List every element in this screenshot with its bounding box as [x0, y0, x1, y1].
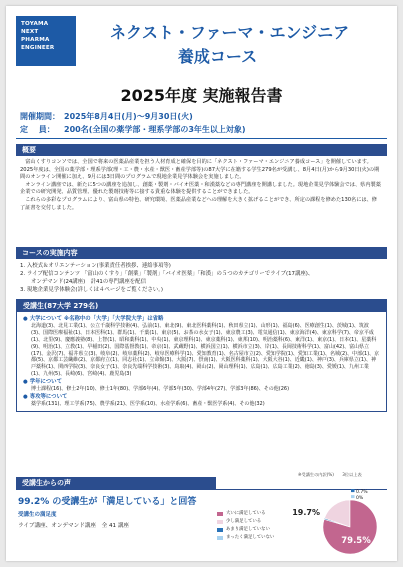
logo-line: TOYAMA [21, 21, 49, 27]
university-note: ※名称中の「大学」「大学院大学」は省略 [63, 316, 164, 322]
period-value: 2025年8月4日(月)～9月30日(火) [64, 112, 193, 121]
grade-title-text: 学年について [29, 379, 62, 386]
legend-item [217, 534, 274, 542]
event-info [20, 110, 382, 136]
students-heading: 受講生(87大学 279名) [17, 300, 386, 312]
pie-data-label: 0.7% [356, 490, 368, 495]
program-list [20, 262, 382, 294]
pie-small-slice-marker [351, 495, 355, 498]
students-body [17, 312, 386, 411]
pie-svg [292, 485, 390, 561]
legend-item [217, 510, 274, 518]
satisfaction-headline: 99.2% の受講生が「満足している」と回答 [18, 497, 197, 507]
major-list: 薬学系(131)、理工学系(75)、農学系(21)、医学系(10)、水産学系(6)、畜産・獣医学系(4)、その他(32) [31, 400, 265, 407]
bullet-icon: ● [23, 393, 28, 400]
logo-line: NEXT [21, 29, 39, 35]
program-item: 2. ライブ配信コンテンツ 「富山のくすり」「創薬」「製剤」「バイオ医薬」「和漢」の５つのカテゴリーでライブ(17講座)、 [20, 271, 314, 277]
pie-legend [217, 510, 274, 542]
program-item: 3. 現地企業見学体験会(詳しくは４ページをご覧ください。) [20, 287, 164, 293]
legend-item [217, 526, 274, 534]
course-type: ライブ講座、オンデマンド講座 全 41 講座 [18, 523, 130, 529]
divider [16, 138, 387, 139]
program-heading: コースの実施内容 [16, 247, 387, 259]
major-title-text: 専攻等について [29, 393, 68, 400]
program-item-sub: オンデマンド(24講座) 計41の専門講座を配信 [31, 279, 146, 285]
university-list: 北海道(3)、北見工業(1)、公立千歳科学技術(4)、弘前(1)、東北(9)、東北医科薬科(1)、秋田県立(1)、山形(1)、福島(6)、医療創生(1)、茨城(1)、筑波(3)、国際医療福祉(1)、日本医科(1)、群馬(1)、千葉(1)、東京(5)、お茶の水女子(1)、東京農工(3)、電気通信(1)、東京海洋(4)、東京科学(7)、帝京平成(1)、北里(9)、慶應義塾(8)、上智(1)、昭和薬科(1)、中央(1)、東京理科(1)、東京薬科(1)、東邦(10)、明治薬科(6)、東洋(1)、東京(1)、日本(1)、星薬科(9)、明治(1)、立教(1)、早稲田(2)、国際基督教(1)、帝京(1)、武蔵野(1)、横浜国立(1)、横浜市立(3)、岸(1)、長岡技術科学(1)、富山(42)、富山県立(17)、金沢(7)、福井県立(3)、岐阜(2)、岐阜薬科(2)、岐阜医療科学(1)、愛知教育(1)、名古屋市立(2)、愛知学院(1)、愛知工業(1)、名城(2)、中部(1)、京都(5)、京都工芸繊維(2)、京都府立(1)、同志社(1)、立命館(3)、大阪(7)、摂南(1)、大阪医科薬科(1)、大阪大谷(1)、近畿(1)、神戸(3)、兵庫県立(1)、神戸薬科(1)、関西学院(3)、奈良女子(1)、奈良先端科学技術(3)、鳥取(4)、岡山(2)、岡山理科(1)、広島(1)、広島工業(2)、徳島(3)、愛媛(1)、九州工業(1)、九州(5)、長崎(6)、宮崎(4)、鹿児島(3) [31, 322, 380, 378]
report-page [6, 6, 397, 561]
pie-data-label: 79.5% [341, 536, 371, 546]
pie-small-slice-marker [351, 489, 355, 492]
overview-paragraph: 富山くすりコンソでは、全国で将来の医薬品産業を担う人材育成と確保を目的に「ネクスト・ファーマ・エンジニア養成コース」を開催しています。2025年度は、全国の薬学部・理系学部(理・工・農・水産・獣医・畜産学部等)の87大学に在籍する学生279名が受講し、8月4日(月)から9月30日(火)の期間のオンライン開催に加え、9月には3日間のプログラムで現地企業見学体験会を実施しました。 [20, 159, 380, 181]
course-subtitle: 養成コース [177, 47, 258, 66]
major-title [23, 394, 380, 401]
report-title: 2025年度 実施報告書 [120, 86, 283, 105]
bullet-icon: ● [23, 379, 28, 386]
period-label: 開催期間： [20, 112, 60, 121]
legend-label: 少し満足している [226, 519, 262, 524]
bullet-icon: ● [23, 316, 28, 322]
pie-data-label: 0% [356, 496, 364, 501]
course-logo [16, 16, 76, 66]
course-title: ネクスト・ファーマ・エンジニア [110, 23, 350, 42]
voice-heading: 受講生からの声 [16, 477, 216, 489]
legend-swatch [217, 528, 223, 532]
overview-text [20, 159, 382, 212]
pie-data-label: 19.7% [292, 508, 320, 517]
capacity-label: 定 員： [20, 125, 55, 134]
legend-swatch [217, 512, 223, 516]
report-header [6, 6, 397, 76]
legend-label: まったく満足していない [226, 535, 275, 540]
legend-label: 大いに満足している [226, 511, 266, 516]
period-row [20, 110, 382, 123]
legend-item [217, 518, 274, 526]
grade-list: 博士課程(16)、修士2年(10)、修士1年(80)、学部6年(4)、学部5年(30)、学部4年(27)、学部3年(86)、その他(26) [31, 386, 290, 393]
capacity-row [20, 123, 382, 136]
university-title [23, 316, 380, 323]
legend-label: あまり満足していない [226, 527, 270, 532]
logo-line: PHARMA [21, 37, 50, 43]
overview-paragraph: オンライン講座では、新たに5つの講座を追加し、創薬・製剤・バイオ医薬・和漢薬などの専門講座を開講しました。現地企業見学体験会では、県内製薬企業での研究開発、品質管理、優れた製剤技術等に接する貴重な体験を提供することができました。 [20, 181, 381, 196]
overview-paragraph: これらの多彩なプログラムにより、富山県の特色、研究環境、医薬品産業などへの理解を大きく拡げることができ、所定の課程を修めた130名には、修了証書を交付しました。 [20, 196, 377, 211]
satisfaction-pie-chart [292, 485, 390, 561]
legend-swatch [217, 536, 223, 540]
satisfaction-subtitle: 受講生の満足度 [18, 512, 57, 518]
university-title-text: 大学について [29, 316, 62, 322]
students-box [16, 299, 387, 412]
capacity-value: 200名(全国の薬学部・理系学部の3年生以上対象) [64, 125, 246, 134]
overview-heading: 概要 [16, 144, 387, 156]
program-item: 1. 入校式＆オリエンテーション(事業責任者挨拶、連絡事項等) [20, 263, 171, 269]
logo-line: ENGINEER [21, 45, 55, 51]
legend-swatch [217, 520, 223, 524]
pie-note: ※受講生の内訳(%) 3位以上表 [298, 472, 362, 477]
